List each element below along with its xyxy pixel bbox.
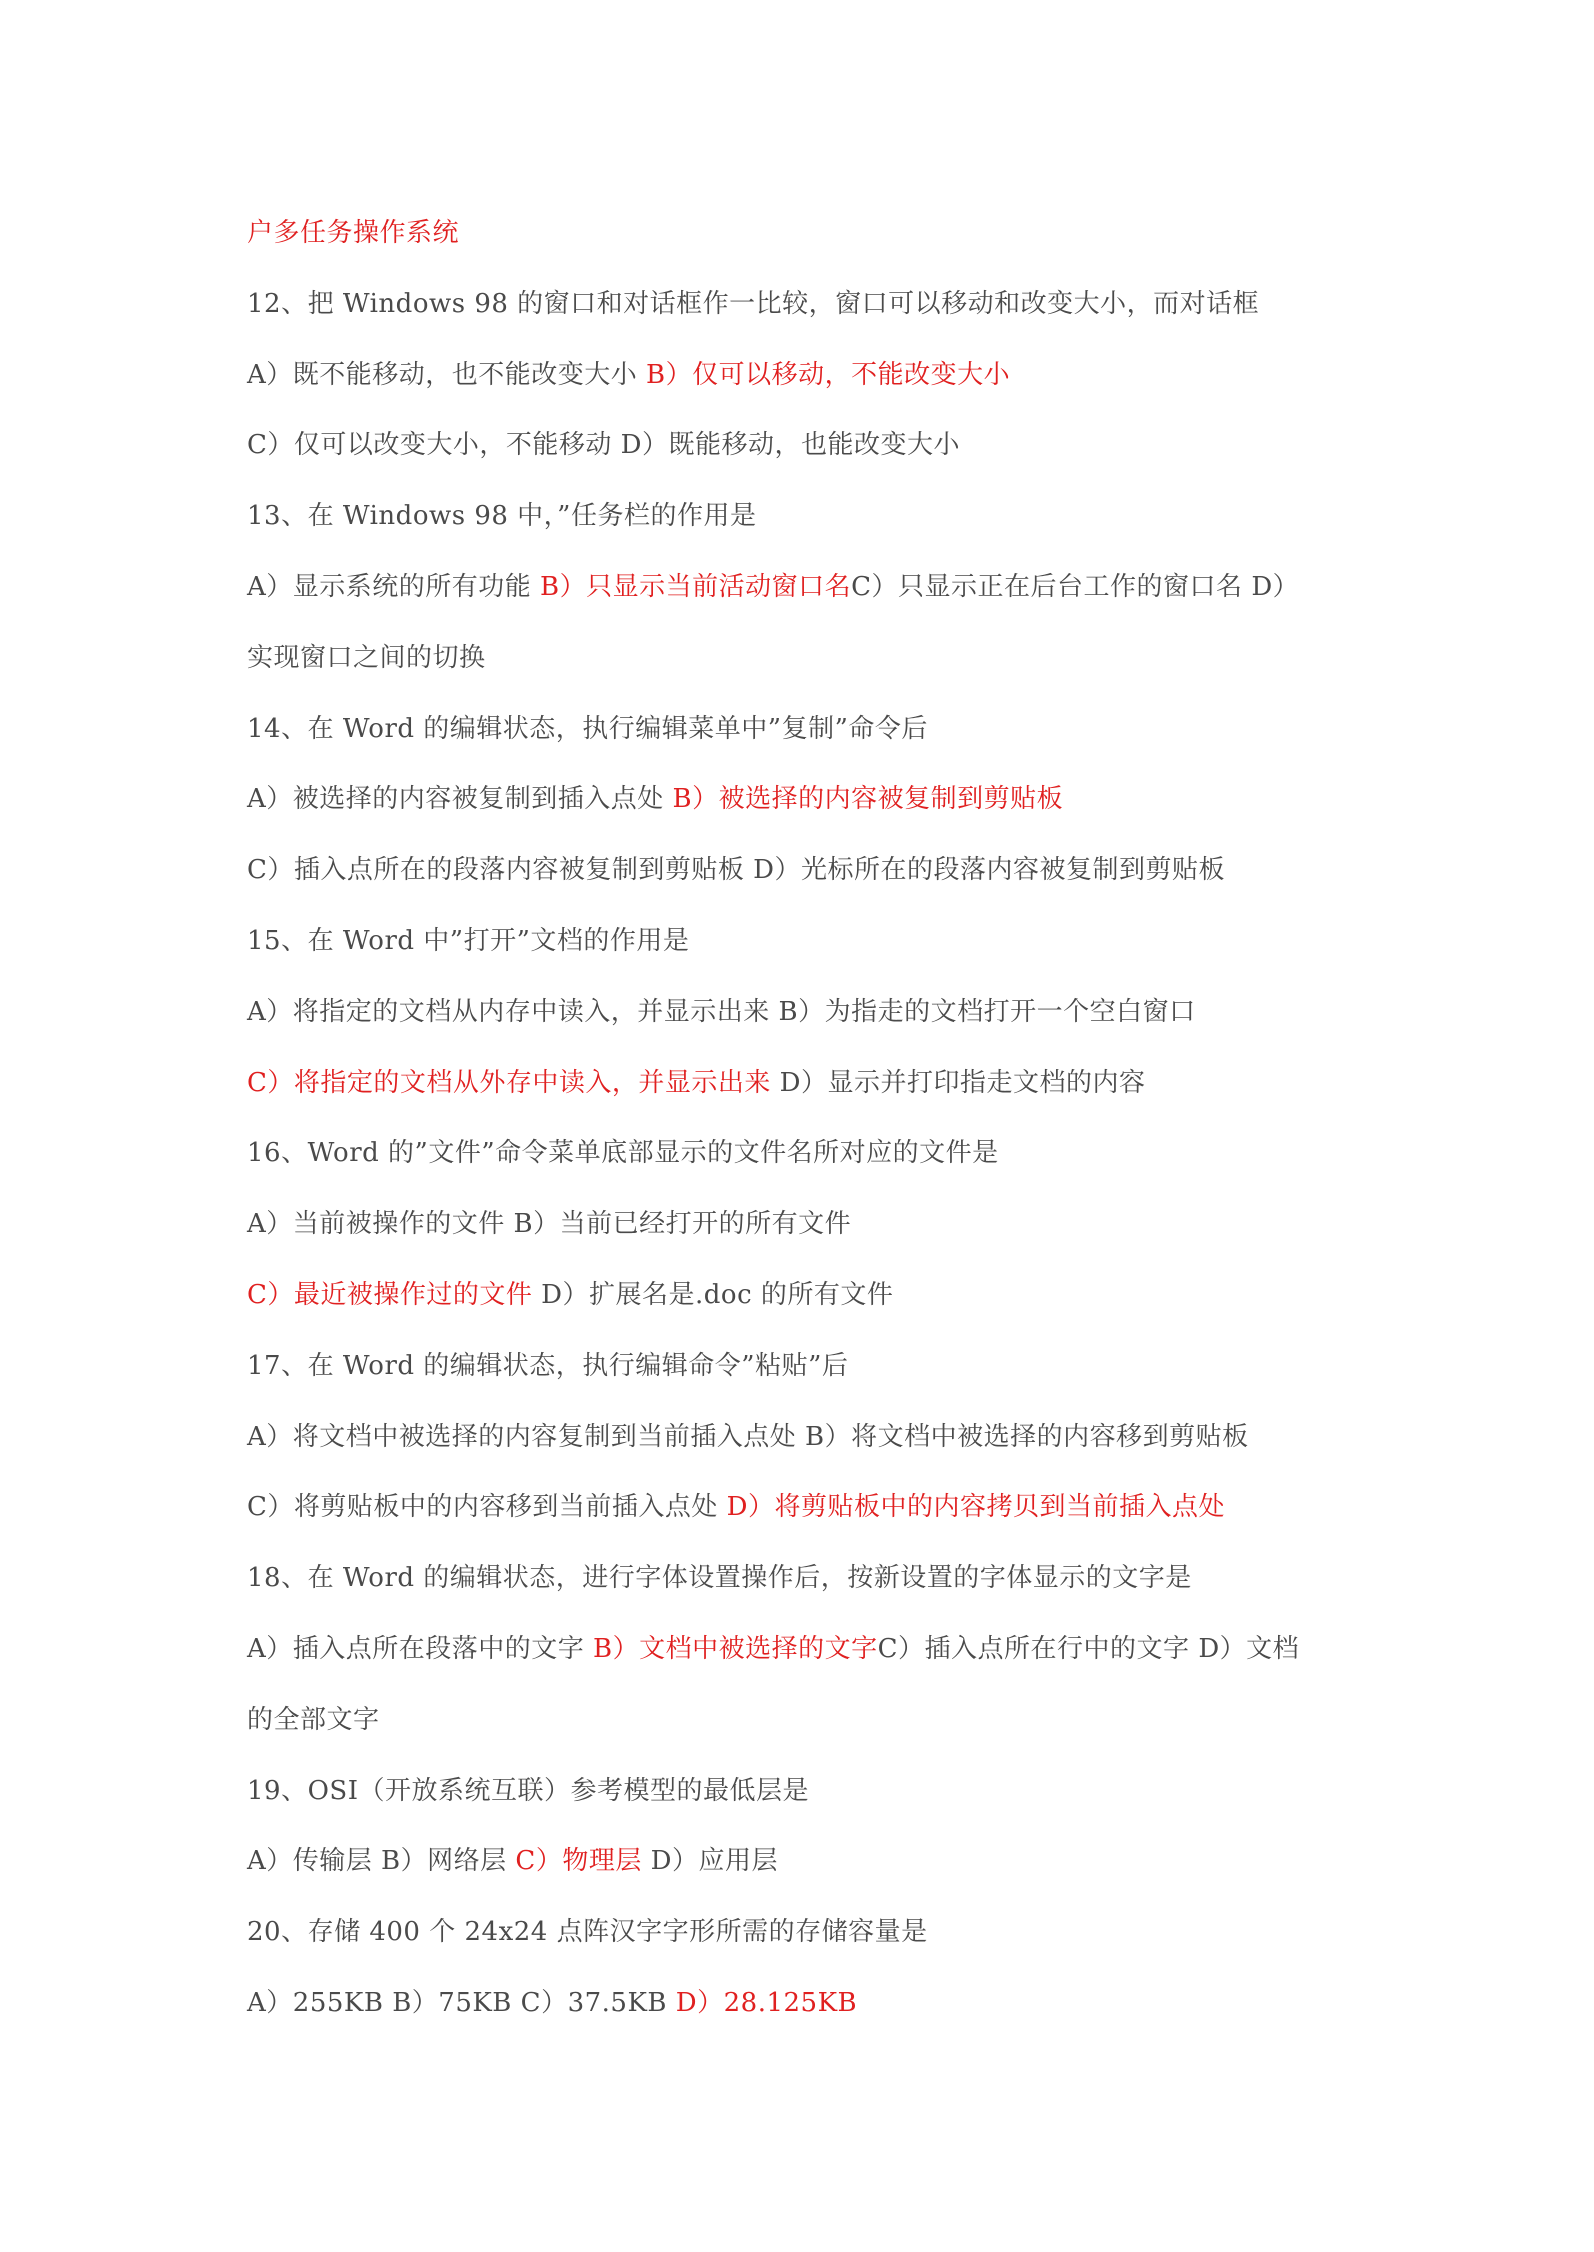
text-segment: D）应用层 <box>641 1846 778 1877</box>
text-line <box>247 913 1367 984</box>
text-line <box>247 1763 1367 1834</box>
text-line <box>247 1904 1367 1975</box>
text-segment: 16、Word 的”文件”命令菜单底部显示的文件名所对应的文件是 <box>247 1138 999 1169</box>
text-segment: A）传输层 B）网络层 <box>247 1846 516 1877</box>
text-segment: C）将剪贴板中的内容移到当前插入点处 <box>247 1492 727 1523</box>
text-line <box>247 205 1367 276</box>
text-line <box>247 488 1367 559</box>
text-line <box>247 276 1367 347</box>
answer-highlight: 户多任务操作系统 <box>247 218 460 248</box>
answer-highlight: C）物理层 <box>515 1846 642 1877</box>
text-segment: A）将指定的文档从内存中读入，并显示出来 B）为指走的文档打开一个空白窗口 <box>247 996 1196 1027</box>
answer-highlight: B）文档中被选择的文字 <box>593 1633 878 1664</box>
text-segment: A）被选择的内容被复制到插入点处 <box>247 784 673 815</box>
text-segment: 实现窗口之间的切换 <box>247 642 486 673</box>
text-segment: 13、在 Windows 98 中，”任务栏的作用是 <box>247 501 757 532</box>
answer-highlight: D）将剪贴板中的内容拷贝到当前插入点处 <box>726 1492 1226 1523</box>
text-segment: C）只显示正在后台工作的窗口名 D） <box>851 571 1300 602</box>
answer-highlight: B）仅可以移动，不能改变大小 <box>646 359 1011 390</box>
text-line <box>247 1125 1367 1196</box>
text-segment: C）仅可以改变大小，不能移动 D）既能移动，也能改变大小 <box>247 430 961 461</box>
text-segment: 12、把 Windows 98 的窗口和对话框作一比较，窗口可以移动和改变大小，而对话框 <box>247 288 1260 319</box>
text-line <box>247 1550 1367 1621</box>
text-line <box>247 1055 1367 1126</box>
text-line <box>247 1621 1367 1692</box>
answer-highlight: C）最近被操作过的文件 <box>247 1279 533 1310</box>
text-line <box>247 1479 1367 1550</box>
text-segment: A）插入点所在段落中的文字 <box>247 1633 594 1664</box>
text-line <box>247 701 1367 772</box>
text-line <box>247 1196 1367 1267</box>
answer-highlight: D）28.125KB <box>675 1987 858 2018</box>
text-line <box>247 347 1367 418</box>
answer-highlight: C）将指定的文档从外存中读入，并显示出来 <box>247 1067 771 1098</box>
text-segment: 18、在 Word 的编辑状态，进行字体设置操作后，按新设置的字体显示的文字是 <box>247 1563 1192 1594</box>
text-line <box>247 559 1367 630</box>
text-segment: 19、OSI（开放系统互联）参考模型的最低层是 <box>247 1775 809 1806</box>
answer-highlight: B）被选择的内容被复制到剪贴板 <box>672 784 1064 815</box>
text-line <box>247 1267 1367 1338</box>
text-segment: A）当前被操作的文件 B）当前已经打开的所有文件 <box>247 1209 852 1240</box>
text-line <box>247 1833 1367 1904</box>
answer-highlight: B）只显示当前活动窗口名 <box>540 571 852 602</box>
text-line <box>247 417 1367 488</box>
text-segment: 的全部文字 <box>247 1704 380 1735</box>
question-text-block <box>247 205 1367 2046</box>
text-segment: D）显示并打印指走文档的内容 <box>770 1067 1146 1098</box>
text-line <box>247 1409 1367 1480</box>
text-segment: A）将文档中被选择的内容复制到当前插入点处 B）将文档中被选择的内容移到剪贴板 <box>247 1421 1249 1452</box>
text-segment: A）既不能移动，也不能改变大小 <box>247 359 647 390</box>
text-segment: D）扩展名是.doc 的所有文件 <box>532 1279 894 1310</box>
text-segment: A）255KB B）75KB C）37.5KB <box>247 1987 676 2018</box>
text-line <box>247 984 1367 1055</box>
text-segment: 14、在 Word 的编辑状态，执行编辑菜单中”复制”命令后 <box>247 713 928 744</box>
text-line <box>247 1338 1367 1409</box>
text-segment: 20、存储 400 个 24x24 点阵汉字字形所需的存储容量是 <box>247 1917 928 1948</box>
text-segment: 15、在 Word 中”打开”文档的作用是 <box>247 925 690 956</box>
text-line <box>247 1975 1367 2046</box>
text-line <box>247 630 1367 701</box>
text-segment: 17、在 Word 的编辑状态，执行编辑命令”粘贴”后 <box>247 1350 849 1381</box>
text-segment: C）插入点所在行中的文字 D）文档 <box>877 1633 1300 1664</box>
text-segment: A）显示系统的所有功能 <box>247 571 541 602</box>
text-line <box>247 842 1367 913</box>
text-line <box>247 771 1367 842</box>
text-segment: C）插入点所在的段落内容被复制到剪贴板 D）光标所在的段落内容被复制到剪贴板 <box>247 855 1226 886</box>
text-line <box>247 1692 1367 1763</box>
